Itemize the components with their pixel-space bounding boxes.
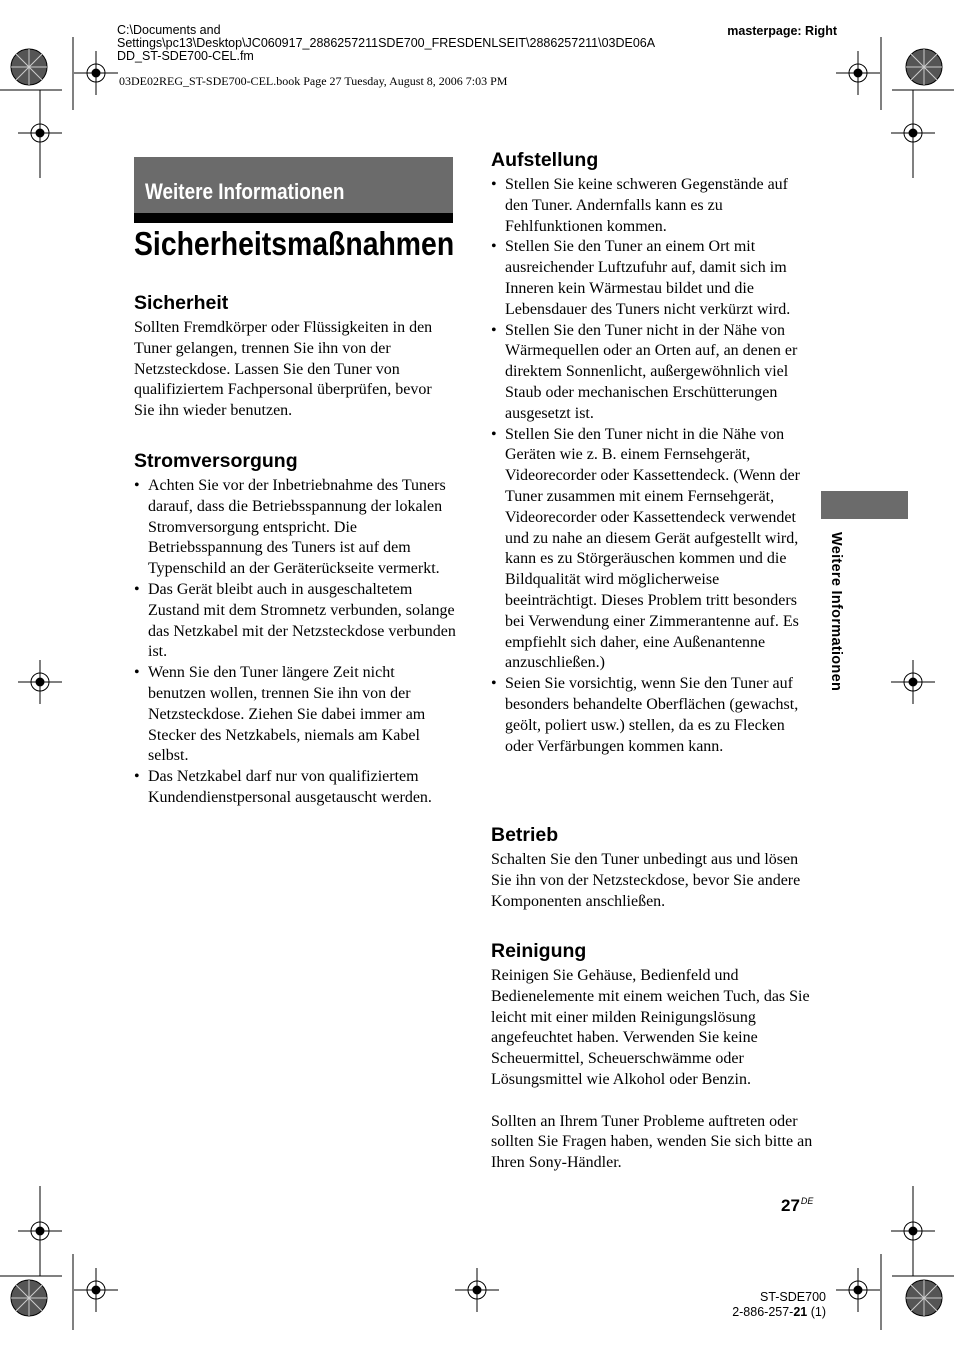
- page-number: [781, 1196, 813, 1216]
- list-item: [134, 476, 456, 580]
- bullet-icon: •: [134, 477, 140, 494]
- list-item: [491, 175, 813, 237]
- list-item: [134, 580, 456, 663]
- heading-aufstellung: Aufstellung: [491, 149, 599, 171]
- file-path-line: DD_ST-SDE700-CEL.fm: [117, 49, 254, 63]
- stromversorgung-list: [134, 476, 456, 809]
- file-path-line: C:\Documents and: [117, 23, 221, 37]
- section-band-bar: [134, 213, 453, 223]
- bullet-icon: •: [134, 664, 140, 682]
- section-band: [134, 157, 453, 223]
- list-item: [491, 674, 813, 757]
- list-item-text: Stellen Sie keine schweren Gegenstände auf den Tuner. Andernfalls kann es zu Fehlfunktionen kommen.: [505, 176, 789, 235]
- page-number-value: 27: [781, 1196, 800, 1215]
- list-item-text: Stellen Sie den Tuner nicht in der Nähe von Wärmequellen oder an Orten auf, an denen er direktem Sonnenlicht, außergewöhnlich viel Staub oder mechanischen Erschütterungen ausgesetzt ist.: [505, 321, 798, 422]
- list-item-text: Wenn Sie den Tuner längere Zeit nicht benutzen wollen, trennen Sie ihn von der Netzsteckdose. Ziehen Sie dabei immer am Stecker des Netzkabels, niemals am Kabel selbst.: [148, 664, 426, 765]
- heading-sicherheit: Sicherheit: [134, 292, 229, 314]
- bullet-icon: •: [134, 580, 140, 598]
- model-name: ST-SDE700: [759, 1290, 826, 1304]
- text-sicherheit: Sollten Fremdkörper oder Flüssigkeiten in den Tuner gelangen, trennen Sie ihn von der Netzsteckdose. Lassen Sie den Tuner von qualifiziertem Fachpersonal überprüfen, bevor Sie ihn wieder benutzen.: [134, 319, 433, 420]
- side-tab-label: Weitere Informationen: [828, 532, 844, 692]
- heading-betrieb: Betrieb: [491, 824, 559, 846]
- side-tab: [821, 491, 908, 519]
- list-item-text: Seien Sie vorsichtig, wenn Sie den Tuner auf besonders behandelte Oberflächen (gewachst, geölt, poliert usw.) stellen, da es zu Flecken oder Verfärbungen kommen kann.: [505, 675, 799, 755]
- text-reinigung: Reinigen Sie Gehäuse, Bedienfeld und Bedienelemente mit einem weichen Tuch, das Sie leicht mit einer milden Reinigungslösung angefeuchtet haben. Verwenden Sie keine Scheuermittel, Scheuerschwämme oder Lösungsmittel wie Alkohol oder Benzin.: [491, 967, 810, 1088]
- betrieb-section: [491, 824, 813, 912]
- bullet-icon: •: [491, 176, 497, 193]
- list-item: [491, 237, 813, 320]
- bullet-icon: •: [491, 425, 497, 443]
- model-info: [732, 1290, 826, 1320]
- list-item-text: Stellen Sie den Tuner nicht in die Nähe von Geräten wie z. B. einem Fernsehgerät, Videorecorder oder Kassettendeck. (Wenn der Tuner zusammen mit einem Fernsehgerät, Videorecorder oder Kassettendeck verwendet und zu nahe an diesem Gerät aufgestellt wird, kann es zu Störgeräuschen kommen und die Bildqualität wird möglicherweise beeinträchtigt. Dieses Problem tritt besonders bei Verwendung einer Zimmerantenne auf. Es empfiehlt sich daher, eine Außenantenne anzuschließen.): [505, 425, 800, 672]
- book-info-line: 03DE02REG_ST-SDE700-CEL.book Page 27 Tuesday, August 8, 2006 7:03 PM: [119, 74, 508, 88]
- bullet-icon: •: [491, 321, 497, 339]
- stromversorgung-section: [134, 450, 456, 809]
- text-betrieb: Schalten Sie den Tuner unbedingt aus und lösen Sie ihn von der Netzsteckdose, bevor Sie andere Komponenten anschließen.: [491, 851, 801, 910]
- list-item-text: Das Gerät bleibt auch in ausgeschaltetem Zustand mit dem Stromnetz verbunden, solange das Netzkabel mit der Netzsteckdose verbunden ist.: [148, 580, 456, 661]
- aufstellung-list: [491, 175, 813, 757]
- aufstellung-section: [491, 149, 813, 757]
- page-title: Sicherheitsmaßnahmen: [134, 225, 455, 262]
- list-item-text: Das Netzkabel darf nur von qualifiziertem Kundendienstpersonal ausgetauscht werden.: [148, 768, 432, 806]
- file-path: [117, 24, 655, 63]
- left-column: [134, 292, 456, 422]
- heading-stromversorgung: Stromversorgung: [134, 450, 298, 472]
- part-code-revision: 21: [793, 1305, 808, 1319]
- bullet-icon: •: [134, 768, 140, 786]
- list-item-text: Stellen Sie den Tuner an einem Ort mit ausreichender Luftzufuhr auf, damit sich im Inneren kein Wärmestau bildet und die Lebensdauer des Tuners nicht verkürzt wird.: [505, 238, 791, 318]
- heading-reinigung: Reinigung: [491, 940, 587, 962]
- list-item: [491, 321, 813, 425]
- bullet-icon: •: [491, 238, 497, 256]
- reinigung-section: [491, 940, 813, 1174]
- section-title: Weitere Informationen: [145, 179, 345, 204]
- list-item: [491, 425, 813, 675]
- part-code: [732, 1305, 826, 1320]
- page-number-suffix: DE: [800, 1196, 814, 1206]
- part-code-suffix: (1): [807, 1305, 826, 1319]
- part-code-prefix: 2-886-257-: [732, 1305, 794, 1319]
- list-item: [134, 767, 456, 809]
- bullet-icon: •: [491, 675, 497, 693]
- text-reinigung-haendler: Sollten an Ihrem Tuner Probleme auftreten oder sollten Sie Fragen haben, wenden Sie sich bitte an Ihren Sony-Händler.: [491, 1112, 813, 1172]
- file-path-line: Settings\pc13\Desktop\JC060917_2886257211SDE700_FRESDENLSEIT\2886257211\03DE06A: [117, 36, 656, 50]
- masterpage-label: masterpage: Right: [727, 24, 837, 38]
- list-item: [134, 663, 456, 767]
- list-item-text: Achten Sie vor der Inbetriebnahme des Tuners darauf, dass die Betriebsspannung der lokalen Stromversorgung entspricht. Die Betriebsspannung des Tuners ist auf dem Typenschild an der Geräterückseite vermerkt.: [148, 477, 446, 578]
